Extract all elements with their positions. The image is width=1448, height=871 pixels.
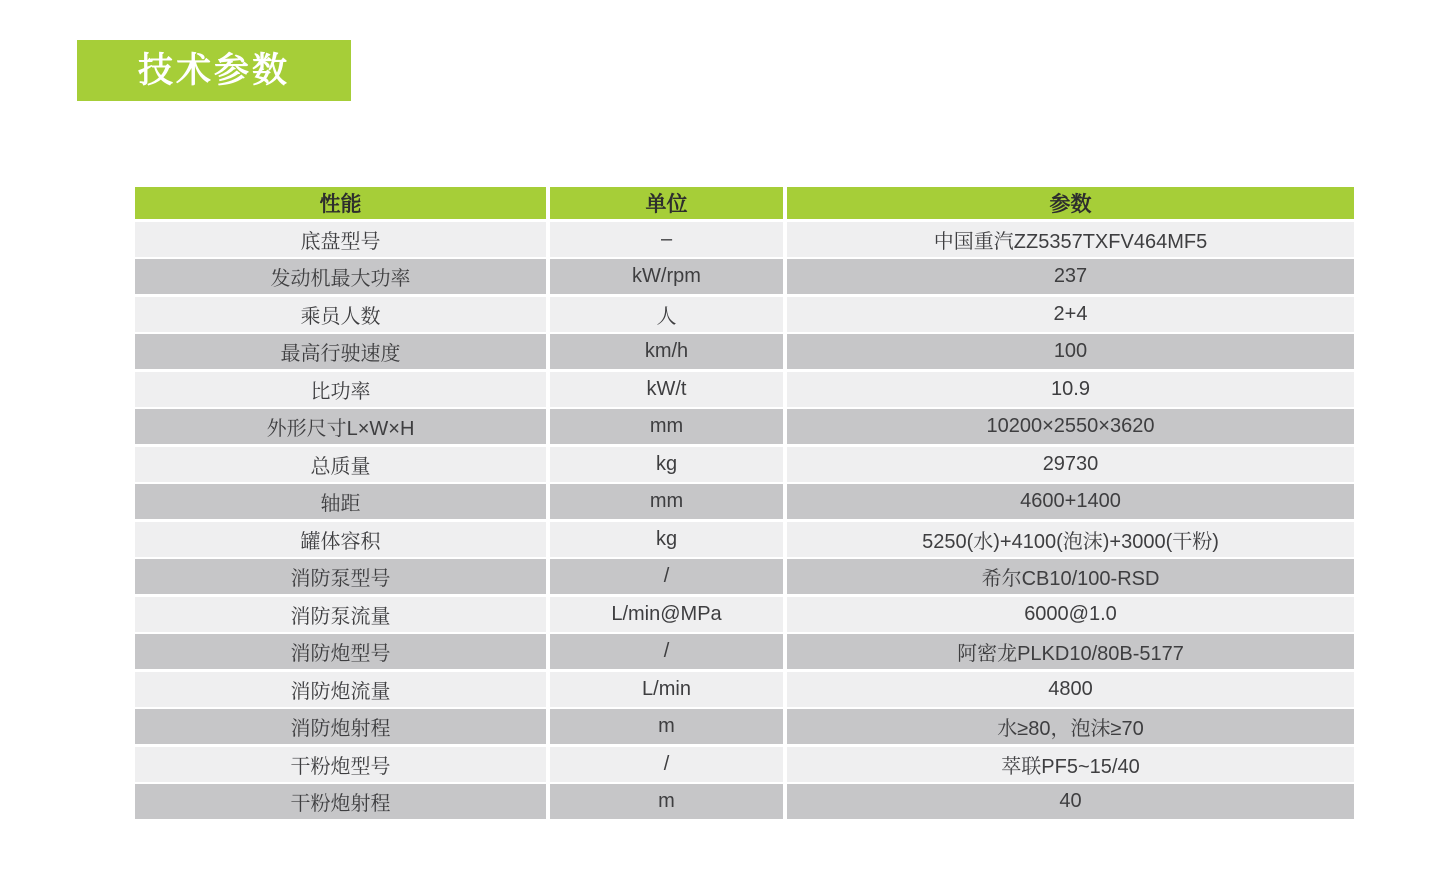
spec-name-cell: 最高行驶速度 <box>135 334 546 369</box>
spec-name-cell: 干粉炮射程 <box>135 784 546 819</box>
spec-name-cell: 罐体容积 <box>135 522 546 557</box>
spec-name-cell: 消防炮型号 <box>135 634 546 669</box>
spec-unit-cell: kg <box>550 522 783 557</box>
spec-value-cell: 10.9 <box>787 372 1354 407</box>
spec-value-cell: 5250(水)+4100(泡沫)+3000(干粉) <box>787 522 1354 557</box>
spec-unit-cell: – <box>550 222 783 257</box>
spec-value-cell: 6000@1.0 <box>787 597 1354 632</box>
spec-unit-cell: L/min <box>550 672 783 707</box>
spec-unit-cell: m <box>550 784 783 819</box>
spec-unit-cell: 人 <box>550 297 783 332</box>
spec-unit-cell: kW/t <box>550 372 783 407</box>
spec-unit-cell: km/h <box>550 334 783 369</box>
spec-name-cell: 发动机最大功率 <box>135 259 546 294</box>
spec-value-cell: 4600+1400 <box>787 484 1354 519</box>
spec-unit-cell: kg <box>550 447 783 482</box>
spec-unit-cell: / <box>550 747 783 782</box>
spec-value-cell: 237 <box>787 259 1354 294</box>
spec-name-cell: 消防炮射程 <box>135 709 546 744</box>
spec-value-cell: 2+4 <box>787 297 1354 332</box>
spec-value-cell: 100 <box>787 334 1354 369</box>
spec-name-cell: 外形尺寸L×W×H <box>135 409 546 444</box>
column-header-parameter: 参数 <box>787 187 1354 219</box>
spec-name-cell: 底盘型号 <box>135 222 546 257</box>
spec-value-cell: 水≥80，泡沫≥70 <box>787 709 1354 744</box>
spec-unit-cell: mm <box>550 484 783 519</box>
spec-value-cell: 29730 <box>787 447 1354 482</box>
spec-unit-cell: mm <box>550 409 783 444</box>
spec-value-cell: 中国重汽ZZ5357TXFV464MF5 <box>787 222 1354 257</box>
spec-table <box>135 187 1354 819</box>
spec-name-cell: 消防泵型号 <box>135 559 546 594</box>
section-title: 技术参数 <box>137 51 290 90</box>
spec-value-cell: 阿密龙PLKD10/80B-5177 <box>787 634 1354 669</box>
spec-unit-cell: / <box>550 559 783 594</box>
spec-value-cell: 希尔CB10/100-RSD <box>787 559 1354 594</box>
column-header-performance: 性能 <box>135 187 546 219</box>
spec-name-cell: 干粉炮型号 <box>135 747 546 782</box>
column-header-unit: 单位 <box>550 187 783 219</box>
spec-unit-cell: / <box>550 634 783 669</box>
spec-unit-cell: kW/rpm <box>550 259 783 294</box>
spec-name-cell: 比功率 <box>135 372 546 407</box>
section-title-banner <box>77 40 351 101</box>
spec-name-cell: 轴距 <box>135 484 546 519</box>
spec-value-cell: 40 <box>787 784 1354 819</box>
spec-name-cell: 总质量 <box>135 447 546 482</box>
spec-value-cell: 10200×2550×3620 <box>787 409 1354 444</box>
spec-value-cell: 4800 <box>787 672 1354 707</box>
spec-unit-cell: m <box>550 709 783 744</box>
spec-name-cell: 乘员人数 <box>135 297 546 332</box>
spec-unit-cell: L/min@MPa <box>550 597 783 632</box>
spec-name-cell: 消防泵流量 <box>135 597 546 632</box>
spec-value-cell: 萃联PF5~15/40 <box>787 747 1354 782</box>
spec-name-cell: 消防炮流量 <box>135 672 546 707</box>
